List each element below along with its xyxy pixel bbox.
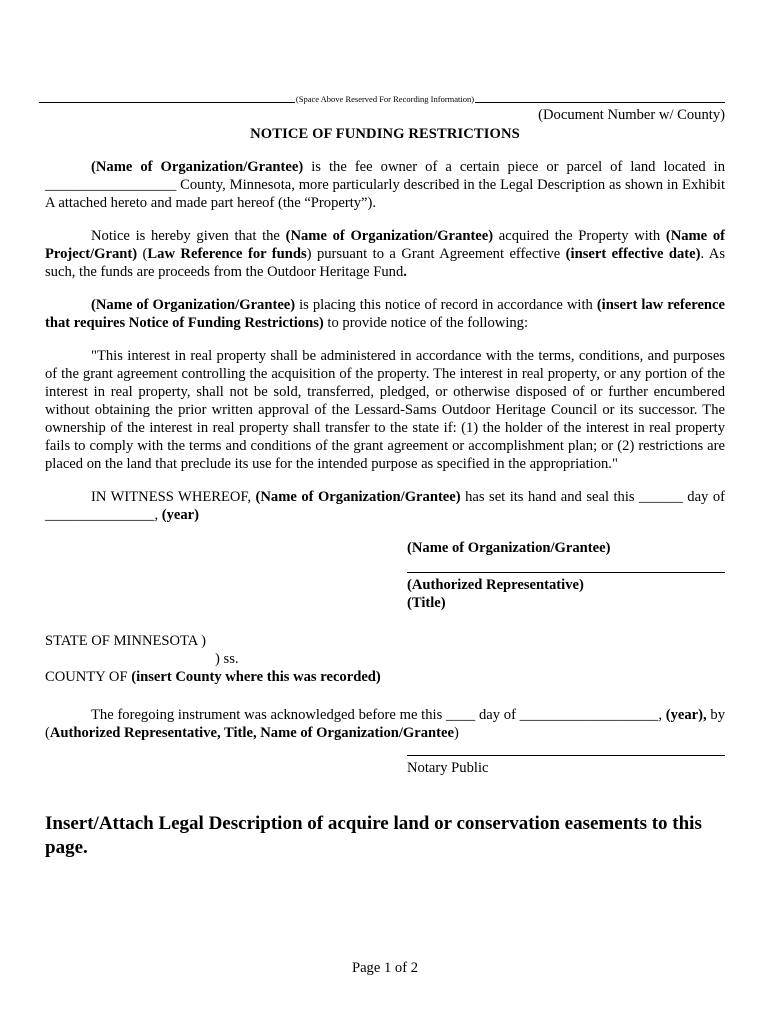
document-title: NOTICE OF FUNDING RESTRICTIONS [250, 126, 520, 142]
signature-title: (Title) [407, 595, 446, 611]
law-reference: (insert law reference that requires Notice of Funding Restrictions) [45, 297, 725, 331]
notice-text-4: ) pursuant to a Grant Agreement effective [306, 246, 566, 262]
venue-county [45, 668, 725, 686]
document-number: (Document Number w/ County) [538, 107, 725, 123]
ack-text-3: ) [453, 725, 459, 741]
notary-block [407, 755, 725, 777]
notice-text-2: acquired the Property with [493, 228, 666, 244]
notice-text-3: ( [137, 246, 148, 262]
page-number: Page 1 of 2 [351, 960, 419, 976]
paragraph-notice [45, 227, 725, 281]
county-value: (insert County where this was recorded) [131, 669, 381, 685]
effective-date: (insert effective date) [565, 246, 701, 262]
witness-text-2: has set its hand and seal this ______ day of _______________, [45, 489, 725, 523]
ack-parties: Authorized Representative, Title, Name of Organization/Grantee [49, 725, 454, 741]
paragraph-acknowledgment [45, 706, 725, 742]
project-name: (Name of Project/Grant) [45, 228, 726, 262]
recording-space-line [45, 92, 725, 106]
witness-year: (year) [161, 507, 200, 523]
signature-block [407, 539, 725, 612]
notice-text-5: . As such, the funds are proceeds from the Outdoor Heritage Fund [45, 246, 726, 280]
county-label: COUNTY OF [45, 669, 132, 685]
notary-label: Notary Public [407, 760, 489, 776]
signature-org: (Name of Organization/Grantee) [407, 540, 611, 556]
notice-text-1: Notice is hereby given that the [91, 228, 286, 244]
org-name: (Name of Organization/Grantee) [91, 297, 296, 313]
paragraph-quote: "This interest in real property shall be administered in accordance with the terms, conditions, and purposes of the grant agreement controlling the acquisition of the property. The interest in real property, or any portion of the interest in real property, shall not be sold, transferred, pledged, or otherwise disposed of or further encumbered without obtaining the prior written approval of the Lessard-Sams Outdoor Heritage Council or its successor. The ownership of the interest in real property shall transfer to the state if: (1) the holder of the interest in real property fails to comply with the terms and conditions of the grant agreement or accomplishment plan; or (2) restrictions are placed on the land that preclude its use for the intended purpose as specified in the appropriation." [45, 348, 725, 472]
paragraph-record [45, 296, 725, 332]
document-page [45, 92, 725, 860]
legal-description-heading: Insert/Attach Legal Description of acquire land or conservation easements to this page. [45, 813, 702, 858]
org-name: (Name of Organization/Grantee) [91, 159, 304, 175]
county-blank: __________________ [45, 177, 177, 193]
notary-signature-line [407, 755, 725, 756]
venue-state: STATE OF MINNESOTA ) [45, 633, 207, 649]
signature-rep: (Authorized Representative) [407, 577, 584, 593]
record-text-2: to provide notice of the following: [323, 315, 529, 331]
venue-block [45, 632, 725, 686]
ack-text-1: The foregoing instrument was acknowledged before me this ____ day of ___________________, [91, 707, 666, 723]
paragraph-witness [45, 488, 725, 524]
paragraph-ownership [45, 158, 725, 212]
ownership-text-1: is the fee owner of a certain piece or parcel of land located in [303, 159, 725, 175]
ack-year: (year), [665, 707, 707, 723]
org-name: (Name of Organization/Grantee) [285, 228, 494, 244]
law-reference: Law Reference for funds [147, 246, 307, 262]
venue-ss: ) ss. [215, 651, 239, 667]
record-text-1: is placing this notice of record in accordance with [295, 297, 597, 313]
signature-line [407, 572, 725, 573]
notice-period: . [403, 264, 407, 280]
reserved-text: (Space Above Reserved For Recording Information) [295, 94, 475, 104]
org-name: (Name of Organization/Grantee) [255, 489, 461, 505]
ack-text-2: by ( [45, 707, 726, 741]
ownership-text-2: County, Minnesota, more particularly described in the Legal Description as shown in Exhibit A attached hereto and made part hereof (the “Property”). [45, 177, 725, 211]
witness-text-1: IN WITNESS WHEREOF, [91, 489, 256, 505]
